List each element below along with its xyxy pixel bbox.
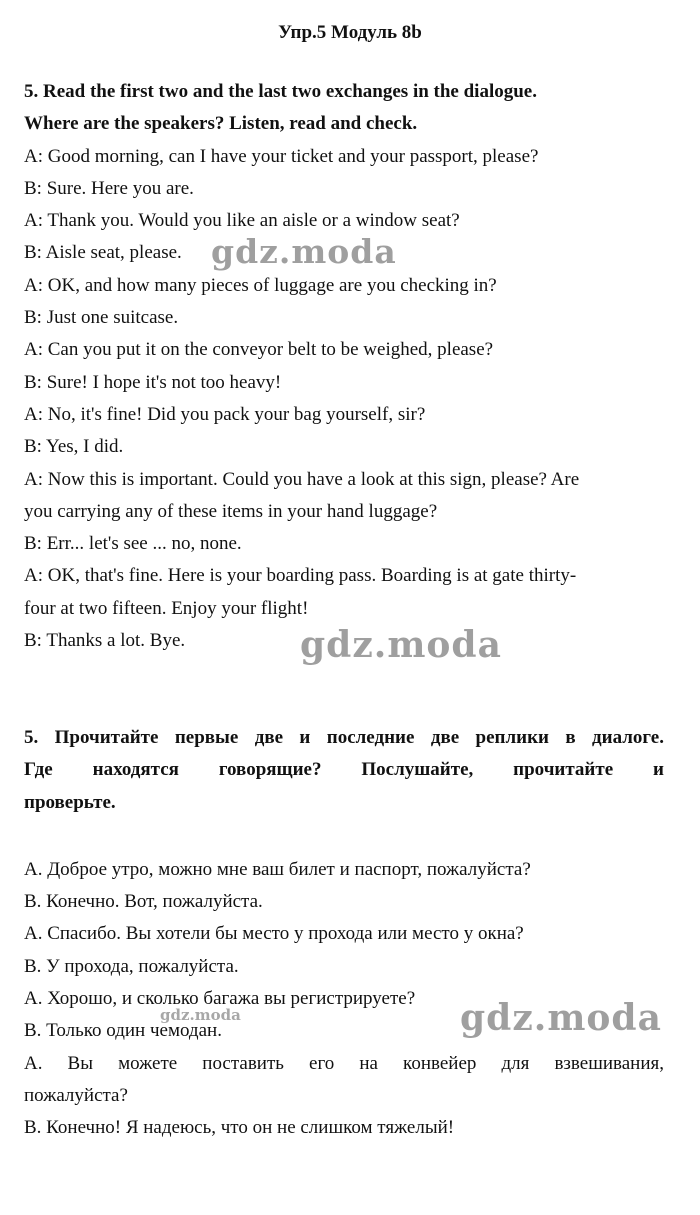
watermark-small: gdz.moda	[160, 1006, 241, 1024]
watermark: gdz.moda	[460, 997, 662, 1039]
russian-task-line-3: проверьте.	[24, 791, 116, 813]
dialogue-line: B: Sure. Here you are.	[24, 177, 194, 199]
page-title: Упр.5 Модуль 8b	[278, 22, 422, 43]
dialogue-line: B: Thanks a lot. Bye.	[24, 630, 186, 652]
watermark: gdz.moda	[300, 624, 502, 666]
watermark: gdz.moda	[211, 232, 397, 271]
translation-line: А. Спасибо. Вы хотели бы место у прохода или место у окна?	[24, 923, 524, 945]
dialogue-line: B: Yes, I did.	[24, 436, 124, 458]
dialogue-line: A: Now this is important. Could you have a look at this sign, please? Are	[24, 468, 580, 490]
english-task-line-1: 5. Read the first two and the last two exchanges in the dialogue.	[24, 81, 537, 102]
translation-line: В. Только один чемодан.	[24, 1020, 222, 1042]
dialogue-line: A: Good morning, can I have your ticket and your passport, please?	[24, 145, 539, 167]
dialogue-line: B: Sure! I hope it's not too heavy!	[24, 371, 282, 393]
dialogue-line: A: No, it's fine! Did you pack your bag yourself, sir?	[24, 403, 426, 425]
dialogue-line: B: Aisle seat, please.	[24, 242, 182, 264]
dialogue-line: you carrying any of these items in your hand luggage?	[24, 500, 438, 522]
russian-exercise	[24, 722, 664, 1145]
translation-line: А. Хорошо, и сколько багажа вы регистрируете?	[24, 988, 416, 1010]
dialogue-line: A: Can you put it on the conveyor belt to be weighed, please?	[24, 339, 494, 361]
translation-line: пожалуйста?	[24, 1084, 128, 1106]
dialogue-line: A: OK, that's fine. Here is your boarding pass. Boarding is at gate thirty-	[24, 565, 577, 587]
dialogue-line: B: Err... let's see ... no, none.	[24, 533, 242, 555]
russian-task-line-2: Где находятся говорящие? Послушайте, прочитайте и	[24, 759, 664, 781]
english-exercise	[24, 76, 664, 657]
translation-line: А. Вы можете поставить его на конвейер для взвешивания,	[24, 1052, 664, 1074]
spacer	[24, 819, 664, 854]
dialogue-line: A: Thank you. Would you like an aisle or a window seat?	[24, 210, 460, 232]
dialogue-line: four at two fifteen. Enjoy your flight!	[24, 597, 309, 619]
translation-line: А. Доброе утро, можно мне ваш билет и паспорт, пожалуйста?	[24, 858, 531, 880]
dialogue-line: B: Just one suitcase.	[24, 307, 179, 329]
english-task-line-2: Where are the speakers? Listen, read and check.	[24, 113, 418, 135]
russian-task-line-1: 5. Прочитайте первые две и последние две реплики в диалоге.	[24, 727, 664, 748]
translation-line: В. У прохода, пожалуйста.	[24, 955, 239, 977]
translation-line: В. Конечно. Вот, пожалуйста.	[24, 891, 263, 913]
translation-line: В. Конечно! Я надеюсь, что он не слишком тяжелый!	[24, 1117, 455, 1139]
dialogue-line: A: OK, and how many pieces of luggage are you checking in?	[24, 274, 497, 296]
